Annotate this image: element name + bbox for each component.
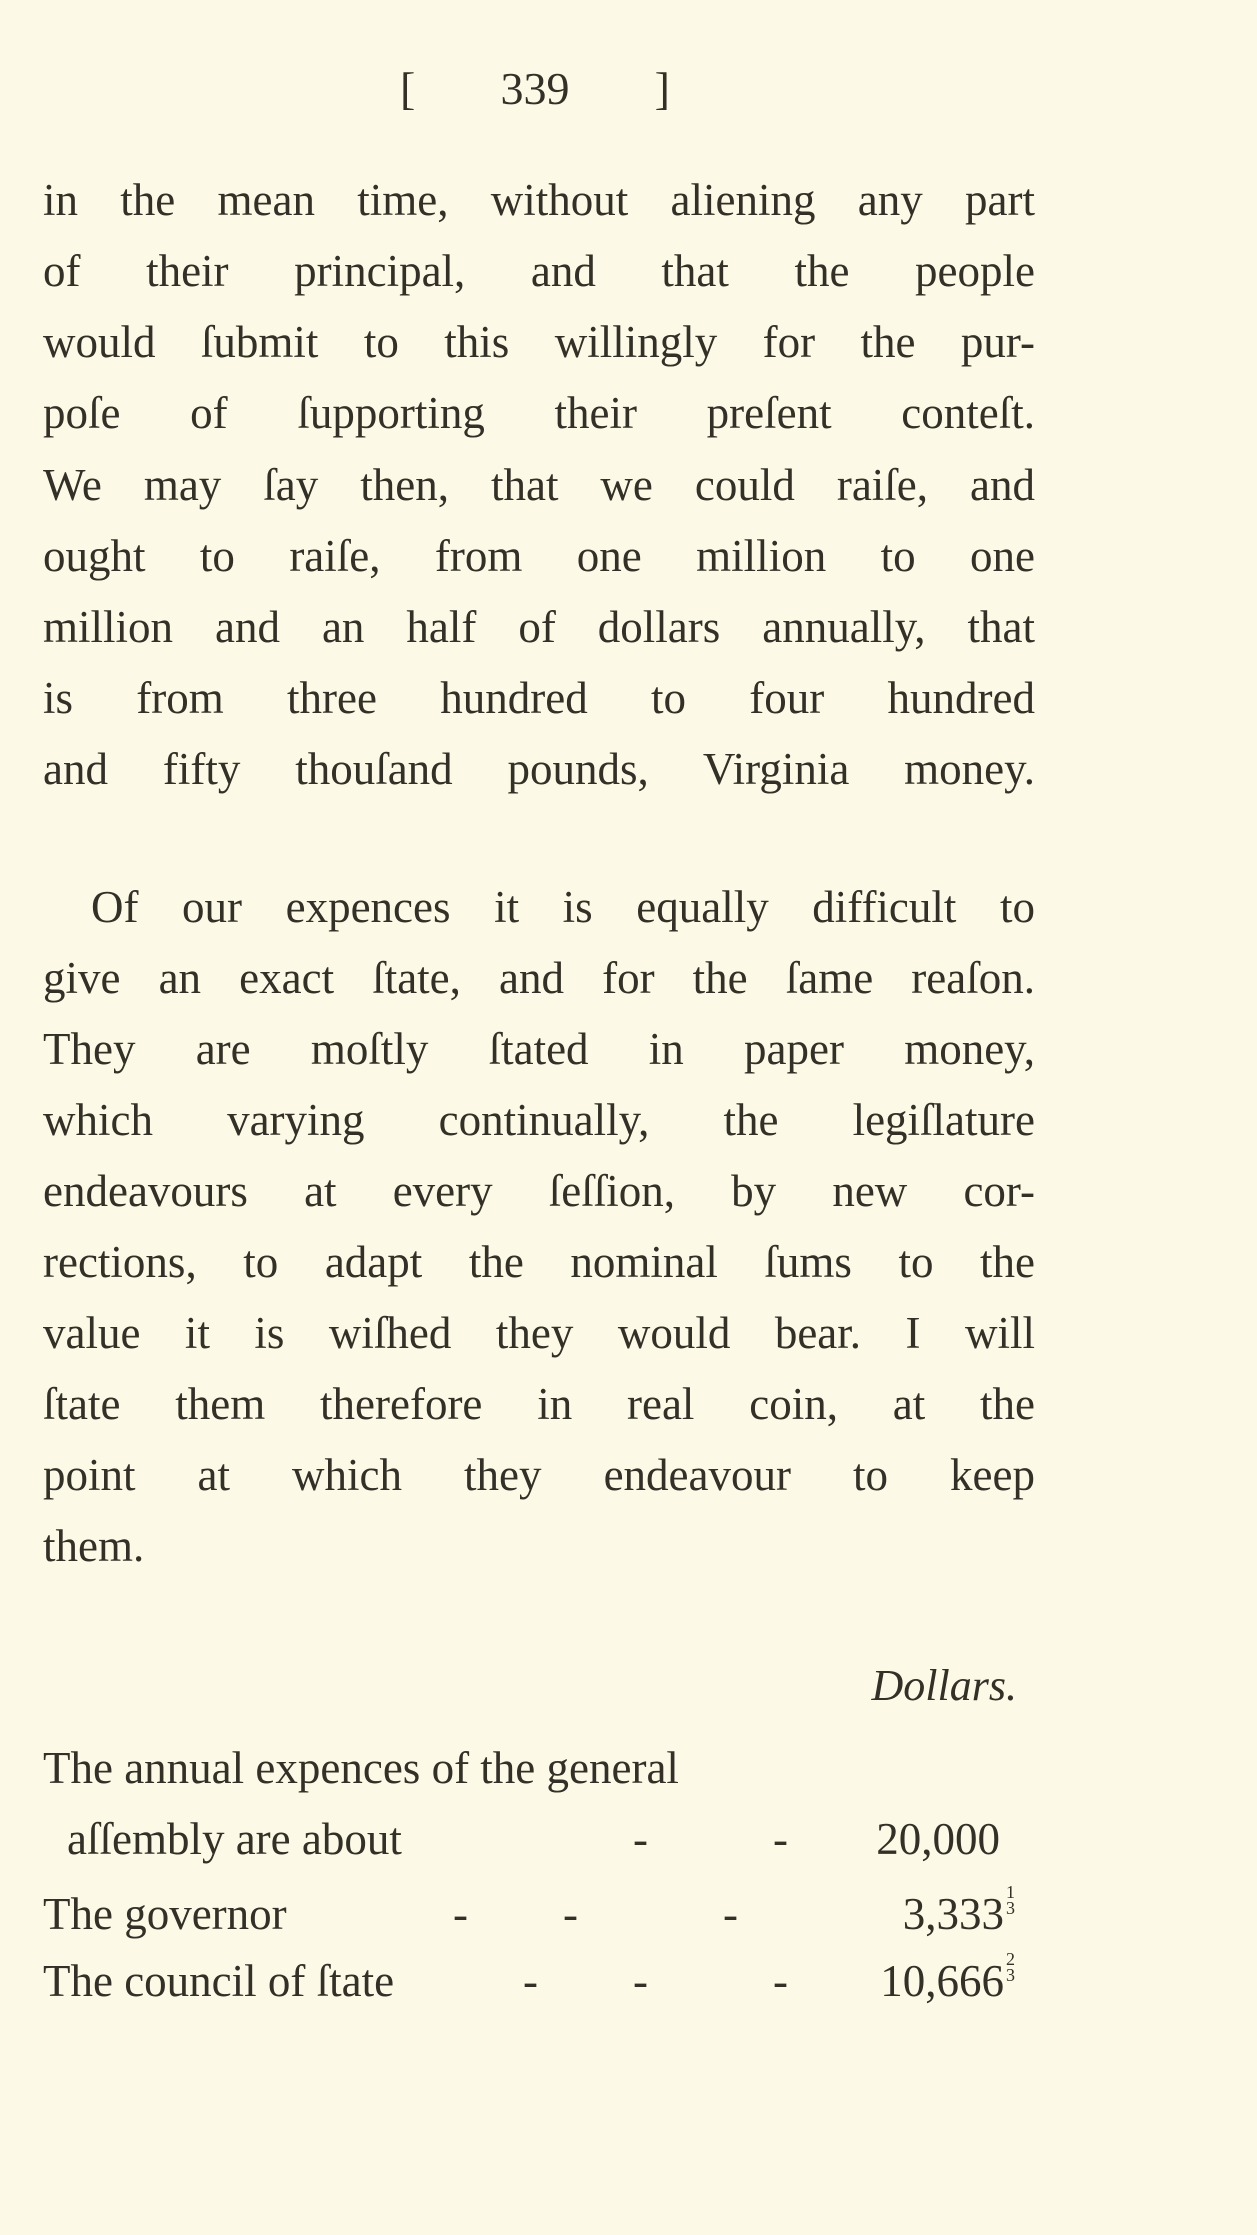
text-line: Of our expences it is equally difficult to: [91, 882, 1035, 932]
fraction-denominator: 3: [1006, 1898, 1015, 1918]
text-line: poſe of ſupporting their preſent conteſt.: [43, 388, 1035, 438]
leader-dash: -: [633, 1814, 648, 1864]
row-value: 20,000: [876, 1814, 1000, 1864]
text-line: ought to raiſe, from one million to one: [43, 531, 1035, 581]
leader-dash: -: [723, 1889, 738, 1939]
text-line: would ſubmit to this willingly for the pur-: [43, 317, 1035, 367]
text-line: point at which they endeavour to keep: [43, 1450, 1035, 1500]
table-intro-text: The annual expences of the general: [43, 1743, 679, 1793]
text-line: and fifty thouſand pounds, Virginia money.: [43, 744, 1035, 794]
text-line: We may ſay then, that we could raiſe, and: [43, 460, 1035, 510]
text-line: which varying continually, the legiſlature: [43, 1095, 1035, 1145]
row-label: The governor: [43, 1889, 287, 1939]
leader-dash: -: [773, 1814, 788, 1864]
fraction-numerator: 1: [1006, 1882, 1015, 1902]
text-line: them.: [43, 1521, 145, 1571]
page-header: [400, 62, 670, 115]
leader-dash: -: [453, 1889, 468, 1939]
value-integer: 10,666: [880, 1956, 1004, 2006]
row-value: [903, 1884, 1015, 1944]
text-line: rections, to adapt the nominal ſums to the: [43, 1237, 1035, 1287]
fraction-denominator: 3: [1006, 1965, 1015, 1985]
text-line: They are moſtly ſtated in paper money,: [43, 1024, 1035, 1074]
text-line: ſtate them therefore in real coin, at the: [43, 1379, 1035, 1429]
page-number: 339: [500, 63, 570, 114]
text-line: in the mean time, without aliening any part: [43, 175, 1035, 225]
row-label: aſſembly are about: [67, 1814, 402, 1864]
text-line: of their principal, and that the people: [43, 246, 1035, 296]
leader-dash: -: [633, 1956, 648, 2006]
leader-dash: -: [523, 1956, 538, 2006]
text-line: value it is wiſhed they would bear. I will: [43, 1308, 1035, 1358]
table-column-header: Dollars.: [871, 1661, 1017, 1710]
value-fraction: [1006, 1951, 1015, 1983]
fraction-numerator: 2: [1006, 1949, 1015, 1969]
row-label: The council of ſtate: [43, 1956, 395, 2006]
bracket-close: ]: [654, 63, 670, 114]
text-line: endeavours at every ſeſſion, by new cor-: [43, 1166, 1035, 1216]
text-line: million and an half of dollars annually, that: [43, 602, 1035, 652]
text-line: is from three hundred to four hundred: [43, 673, 1035, 723]
value-integer: 3,333: [902, 1889, 1004, 1939]
text-line: give an exact ſtate, and for the ſame reaſon.: [43, 953, 1035, 1003]
bracket-open: [: [400, 63, 416, 114]
leader-dash: -: [563, 1889, 578, 1939]
row-value: [880, 1951, 1015, 2011]
value-fraction: [1006, 1884, 1015, 1916]
leader-dash: -: [773, 1956, 788, 2006]
